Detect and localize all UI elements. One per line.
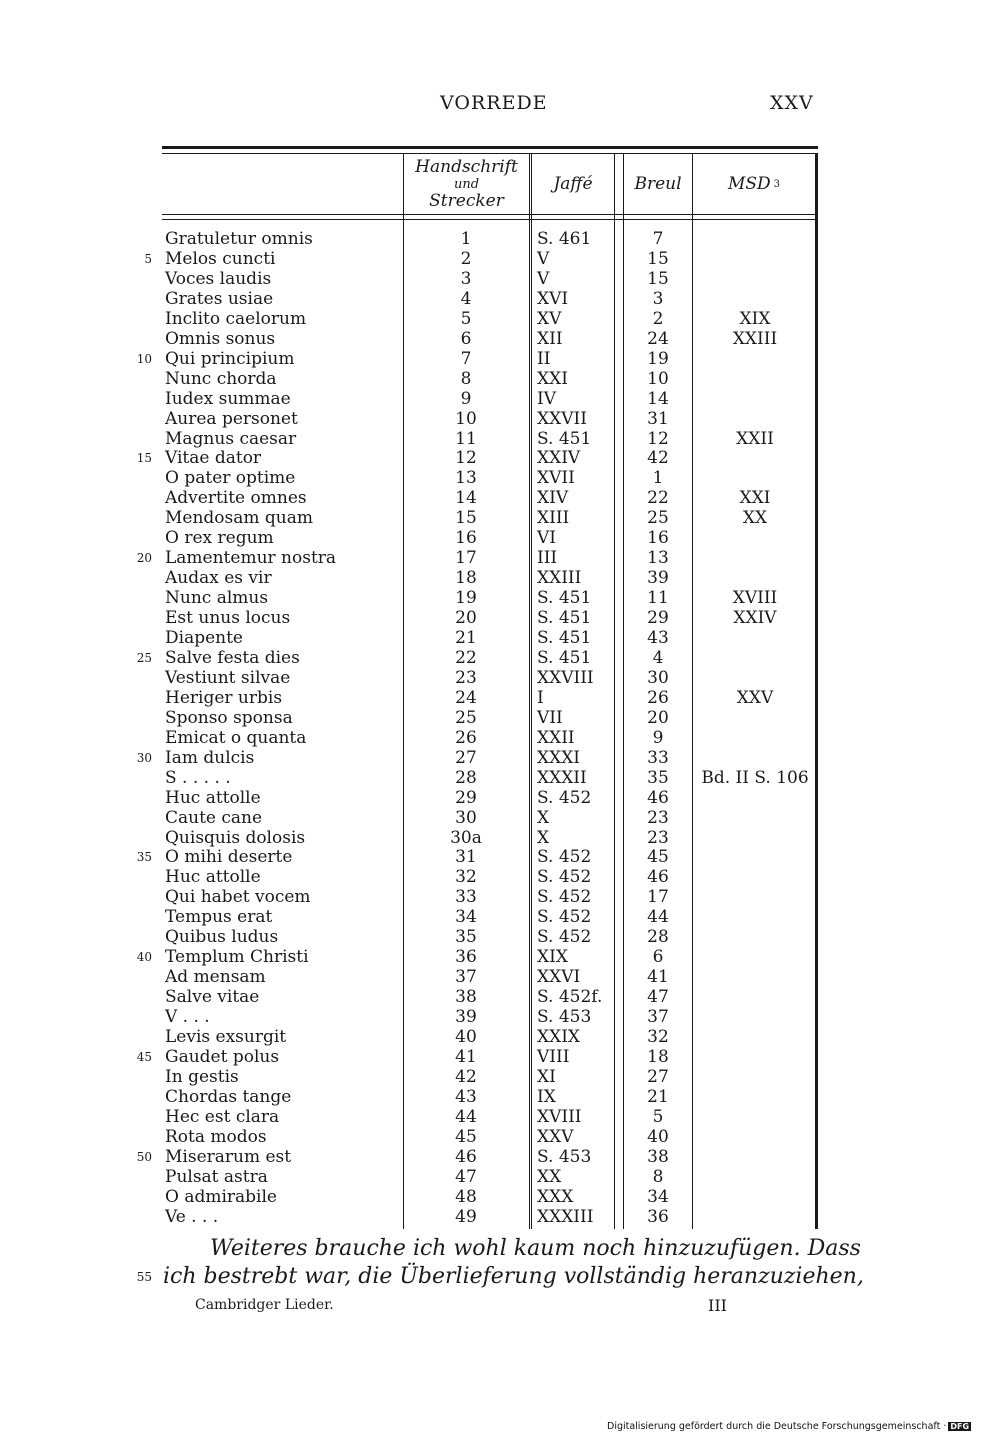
page-number-roman: XXV [770,92,814,114]
footer-signature-number: III [708,1296,727,1315]
cell-jaffe: XXVIII [537,667,594,688]
cell-title: Melos cuncti [165,248,276,269]
cell-jaffe: S. 452 [537,887,592,908]
cell-jaffe: XXXIII [537,1206,594,1227]
cell-title: O rex regum [165,528,274,549]
cell-breul: 46 [647,787,669,808]
table-row [0,528,1000,548]
cell-handschrift: 22 [455,647,477,668]
cell-msd: XXI [739,488,771,509]
table-row [0,1127,1000,1147]
cell-handschrift: 49 [455,1206,477,1227]
cell-title: Iudex summae [165,388,291,409]
cell-breul: 34 [647,1186,669,1207]
cell-title: Salve vitae [165,987,260,1008]
cell-breul: 28 [647,927,669,948]
table-row [0,249,1000,269]
digitization-credit [607,1421,971,1432]
cell-msd: XXII [736,428,774,449]
cell-jaffe: S. 452 [537,847,592,868]
cell-handschrift: 45 [455,1126,477,1147]
cell-title: Huc attolle [165,867,261,888]
cell-jaffe: VI [537,528,556,549]
cell-jaffe: XX [537,1166,562,1187]
cell-jaffe: I [537,687,544,708]
cell-handschrift: 3 [460,268,472,289]
table-row [0,309,1000,329]
cell-handschrift: 2 [460,248,472,269]
cell-jaffe: S. 451 [537,428,592,449]
cell-title: Sponso sponsa [165,707,293,728]
cell-handschrift: 6 [460,328,472,349]
cell-title: Grates usiae [165,288,274,309]
cell-breul: 33 [647,747,669,768]
column-header-strecker-label: Strecker [429,190,504,211]
cell-title: Nunc chorda [165,368,277,389]
line-number: 35 [136,850,152,865]
cell-title: Omnis sonus [165,328,276,349]
table-header-rule-thin [162,219,818,220]
paragraph-line: Weiteres brauche ich wohl kaum noch hinzuzufügen. Dass [210,1236,861,1261]
cell-title: In gestis [165,1066,239,1087]
table-row [0,688,1000,708]
table-row [0,668,1000,688]
cell-jaffe: S. 452 [537,787,592,808]
cell-breul: 15 [647,268,669,289]
cell-handschrift: 5 [460,308,472,329]
cell-handschrift: 19 [455,588,477,609]
cell-msd: XXV [736,687,774,708]
cell-handschrift: 23 [455,667,477,688]
table-row [0,568,1000,588]
cell-breul: 2 [652,308,664,329]
cell-title: Voces laudis [165,268,272,289]
cell-handschrift: 31 [455,847,477,868]
cell-jaffe: XXX [537,1186,574,1207]
cell-jaffe: XXV [537,1126,574,1147]
cell-breul: 38 [647,1146,669,1167]
cell-breul: 6 [652,947,664,968]
cell-jaffe: XVI [537,288,569,309]
cell-jaffe: XXXI [537,747,581,768]
cell-handschrift: 42 [455,1066,477,1087]
table-row [0,808,1000,828]
cell-handschrift: 32 [455,867,477,888]
cell-title: V . . . [165,1007,210,1028]
table-row [0,1087,1000,1107]
line-number: 5 [144,251,152,266]
cell-handschrift: 43 [455,1086,477,1107]
cell-breul: 7 [652,229,664,249]
cell-handschrift: 46 [455,1146,477,1167]
cell-title: Advertite omnes [165,488,307,509]
table-row [0,987,1000,1007]
cell-handschrift: 16 [455,528,477,549]
cell-title: Gratuletur omnis [165,229,313,249]
line-number: 25 [136,650,152,665]
cell-breul: 26 [647,687,669,708]
table-row [0,389,1000,409]
cell-breul: 21 [647,1086,669,1107]
table-row [0,847,1000,867]
cell-jaffe: XXIV [537,448,581,469]
cell-breul: 36 [647,1206,669,1227]
column-header-msd-label: MSD [727,173,771,194]
cell-handschrift: 12 [455,448,477,469]
cell-breul: 32 [647,1027,669,1047]
cell-handschrift: 30a [450,827,482,848]
table-row [0,748,1000,768]
cell-breul: 40 [647,1126,669,1147]
cell-handschrift: 40 [455,1027,477,1047]
cell-breul: 41 [647,967,669,988]
cell-title: Diapente [165,628,243,648]
table-row [0,468,1000,488]
cell-breul: 20 [647,707,669,728]
cell-breul: 43 [647,628,669,648]
cell-msd: Bd. II S. 106 [701,767,809,788]
cell-title: Huc attolle [165,787,261,808]
cell-jaffe: VIII [537,1046,570,1067]
cell-jaffe: XXIX [537,1027,581,1047]
table-row [0,1107,1000,1127]
cell-jaffe: S. 452 [537,907,592,928]
cell-breul: 15 [647,248,669,269]
cell-jaffe: S. 452 [537,927,592,948]
cell-handschrift: 14 [455,488,477,509]
cell-title: Nunc almus [165,588,269,609]
cell-jaffe: III [537,548,558,569]
table-row [0,448,1000,468]
table-top-rule [162,146,818,149]
cell-title: Lamentemur nostra [165,548,337,569]
cell-title: S . . . . . [165,767,231,788]
cell-breul: 42 [647,448,669,469]
cell-title: Chordas tange [165,1086,292,1107]
cell-jaffe: IX [537,1086,556,1107]
cell-breul: 5 [652,1106,664,1127]
cell-jaffe: XV [537,308,562,329]
cell-jaffe: S. 461 [537,229,592,249]
cell-title: Iam dulcis [165,747,255,768]
table-row [0,1067,1000,1087]
cell-handschrift: 9 [460,388,472,409]
line-number: 30 [136,750,152,765]
cell-breul: 44 [647,907,669,928]
cell-handschrift: 13 [455,468,477,489]
cell-handschrift: 36 [455,947,477,968]
cell-title: Qui principium [165,348,295,369]
cell-breul: 16 [647,528,669,549]
table-row [0,1147,1000,1167]
cell-breul: 13 [647,548,669,569]
cell-jaffe: XXIII [537,568,582,589]
line-number: 40 [136,950,152,965]
cell-jaffe: X [537,827,550,848]
cell-title: Emicat o quanta [165,727,307,748]
cell-handschrift: 44 [455,1106,477,1127]
cell-handschrift: 33 [455,887,477,908]
cell-breul: 4 [652,647,664,668]
dfg-logo: DFG [950,1422,970,1431]
cell-jaffe: S. 451 [537,608,592,629]
table-header-rule [162,214,818,215]
footnote-marker: 3 [773,178,781,190]
cell-title: Levis exsurgit [165,1027,287,1047]
cell-handschrift: 18 [455,568,477,589]
cell-title: Rota modos [165,1126,267,1147]
cell-breul: 23 [647,827,669,848]
column-header-msd [693,154,815,214]
cell-title: Hec est clara [165,1106,280,1127]
cell-handschrift: 29 [455,787,477,808]
table-row [0,788,1000,808]
cell-breul: 45 [647,847,669,868]
cell-breul: 14 [647,388,669,409]
footer-signature: Cambridger Lieder. [195,1297,334,1313]
cell-jaffe: S. 453 [537,1007,592,1028]
cell-handschrift: 30 [455,807,477,828]
cell-breul: 17 [647,887,669,908]
cell-handschrift: 15 [455,508,477,529]
cell-handschrift: 25 [455,707,477,728]
table-row [0,229,1000,249]
cell-title: Caute cane [165,807,263,828]
cell-handschrift: 39 [455,1007,477,1028]
cell-title: Ve . . . [165,1206,219,1227]
cell-handschrift: 47 [455,1166,477,1187]
cell-title: O admirabile [165,1186,277,1207]
cell-title: Vitae dator [165,448,262,469]
table-row [0,508,1000,528]
cell-msd: XXIII [732,328,778,349]
cell-breul: 12 [647,428,669,449]
cell-handschrift: 27 [455,747,477,768]
cell-jaffe: II [537,348,551,369]
cell-jaffe: XVIII [537,1106,582,1127]
cell-jaffe: XIV [537,488,569,509]
cell-jaffe: XXI [537,368,568,389]
cell-breul: 11 [647,588,669,609]
cell-jaffe: S. 451 [537,647,592,668]
cell-jaffe: XXXII [537,767,587,788]
cell-jaffe: S. 453 [537,1146,592,1167]
cell-title: Pulsat astra [165,1166,268,1187]
table-row [0,1027,1000,1047]
cell-jaffe: S. 451 [537,588,592,609]
cell-handschrift: 21 [455,628,477,648]
table-row [0,1187,1000,1207]
cell-jaffe: S. 452 [537,867,592,888]
table-row [0,409,1000,429]
cell-breul: 29 [647,608,669,629]
table-row [0,828,1000,848]
line-number: 45 [136,1049,152,1064]
cell-jaffe: XIII [537,508,570,529]
cell-jaffe: V [537,268,550,289]
table-row [0,1007,1000,1027]
cell-breul: 22 [647,488,669,509]
cell-title: Gaudet polus [165,1046,280,1067]
cell-handschrift: 48 [455,1186,477,1207]
cell-msd: XX [742,508,768,529]
cell-handschrift: 20 [455,608,477,629]
table-row [0,488,1000,508]
cell-breul: 37 [647,1007,669,1028]
cell-breul: 9 [652,727,664,748]
table-row [0,269,1000,289]
cell-breul: 31 [647,408,669,429]
table-row [0,1207,1000,1227]
cell-title: Vestiunt silvae [165,667,291,688]
cell-handschrift: 41 [455,1046,477,1067]
cell-title: Est unus locus [165,608,291,629]
cell-jaffe: XXVI [537,967,581,988]
table-row [0,967,1000,987]
cell-breul: 24 [647,328,669,349]
table-row [0,548,1000,568]
table-row [0,369,1000,389]
table-row [0,289,1000,309]
cell-title: O mihi deserte [165,847,293,868]
table-row [0,329,1000,349]
cell-breul: 47 [647,987,669,1008]
cell-handschrift: 1 [460,229,472,249]
cell-handschrift: 37 [455,967,477,988]
cell-breul: 1 [652,468,664,489]
column-header-jaffe: Jaffé [553,173,593,194]
column-header-handschrift-label: Handschrift [415,156,518,177]
cell-jaffe: XII [537,328,563,349]
cell-handschrift: 7 [460,348,472,369]
cell-msd: XVIII [732,588,778,609]
cell-msd: XXIV [733,608,777,629]
cell-title: Quisquis dolosis [165,827,306,848]
cell-title: Quibus ludus [165,927,279,948]
table-row [0,867,1000,887]
cell-handschrift: 10 [455,408,477,429]
cell-breul: 27 [647,1066,669,1087]
cell-jaffe: X [537,807,550,828]
line-number: 50 [136,1149,152,1164]
cell-jaffe: S. 452f. [537,987,603,1008]
cell-breul: 8 [652,1166,664,1187]
cell-jaffe: XXII [537,727,575,748]
table-row [0,927,1000,947]
table-row [0,608,1000,628]
table-row [0,349,1000,369]
line-number: 15 [136,451,152,466]
cell-breul: 10 [647,368,669,389]
cell-jaffe: VII [537,707,563,728]
cell-title: Aurea personet [165,408,298,429]
cell-jaffe: XXVII [537,408,587,429]
cell-handschrift: 11 [455,428,477,449]
column-header-handschrift [404,154,529,214]
cell-jaffe: IV [537,388,556,409]
running-head-title: VORREDE [440,92,548,114]
cell-handschrift: 38 [455,987,477,1008]
cell-msd: XIX [739,308,771,329]
cell-handschrift: 34 [455,907,477,928]
cell-title: Templum Christi [165,947,309,968]
cell-handschrift: 17 [455,548,477,569]
table-row [0,887,1000,907]
line-number: 10 [136,351,152,366]
cell-title: Miserarum est [165,1146,292,1167]
cell-breul: 39 [647,568,669,589]
table-row [0,728,1000,748]
cell-breul: 19 [647,348,669,369]
table-row [0,947,1000,967]
cell-title: Mendosam quam [165,508,314,529]
table-row [0,429,1000,449]
cell-jaffe: V [537,248,550,269]
cell-breul: 46 [647,867,669,888]
cell-jaffe: S. 451 [537,628,592,648]
cell-title: Qui habet vocem [165,887,311,908]
cell-title: Inclito caelorum [165,308,307,329]
cell-breul: 25 [647,508,669,529]
table-row [0,708,1000,728]
column-header-breul: Breul [634,173,682,194]
cell-handschrift: 8 [460,368,472,389]
cell-handschrift: 26 [455,727,477,748]
line-number: 20 [136,551,152,566]
cell-title: O pater optime [165,468,296,489]
table-row [0,768,1000,788]
cell-breul: 3 [652,288,664,309]
cell-title: Heriger urbis [165,687,283,708]
credit-text: Digitalisierung gefördert durch die Deutsche Forschungsgemeinschaft · [607,1421,947,1432]
cell-jaffe: XIX [537,947,568,968]
cell-breul: 18 [647,1046,669,1067]
cell-breul: 23 [647,807,669,828]
cell-handschrift: 24 [455,687,477,708]
cell-jaffe: XI [537,1066,556,1087]
line-number: 55 [136,1270,152,1284]
cell-breul: 30 [647,667,669,688]
cell-handschrift: 35 [455,927,477,948]
cell-jaffe: XVII [537,468,575,489]
cell-breul: 35 [647,767,669,788]
cell-title: Tempus erat [165,907,273,928]
table-row [0,907,1000,927]
table-row [0,628,1000,648]
cell-handschrift: 28 [455,767,477,788]
table-row [0,648,1000,668]
cell-title: Audax es vir [165,568,272,589]
column-header-und-label: und [453,176,480,192]
cell-title: Salve festa dies [165,647,300,668]
cell-title: Magnus caesar [165,428,297,449]
table-row [0,588,1000,608]
table-row [0,1047,1000,1067]
paragraph-line: ich bestrebt war, die Überlieferung vollständig heranzuziehen, [163,1264,864,1289]
table-row [0,1167,1000,1187]
cell-handschrift: 4 [460,288,472,309]
cell-title: Ad mensam [165,967,266,988]
